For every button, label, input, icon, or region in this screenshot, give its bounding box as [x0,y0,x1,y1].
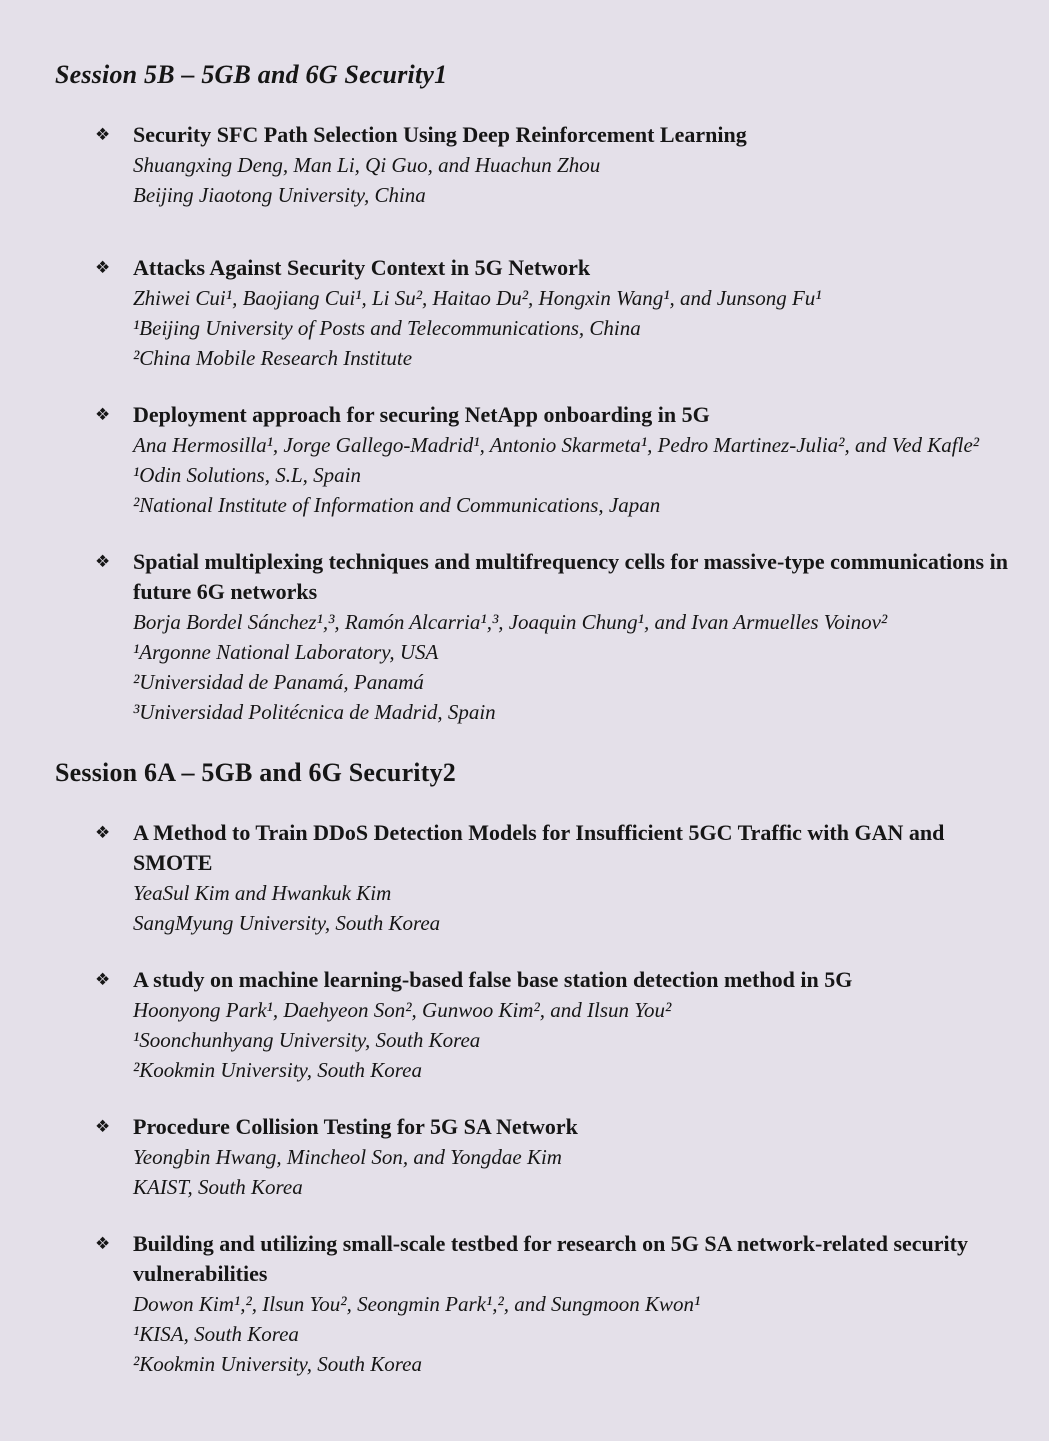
paper-affiliation: ¹Soonchunhyang University, South Korea [133,1028,481,1052]
paper-body [133,818,1025,938]
diamond-bullet-icon: ❖ [95,970,111,990]
paper-authors: Dowon Kim¹,², Ilsun You², Seongmin Park¹,², and Sungmoon Kwon¹ [133,1292,701,1316]
paper-affiliation: SangMyung University, South Korea [133,911,441,935]
session-block [55,58,1025,727]
paper-authors: YeaSul Kim and Hwankuk Kim [133,881,392,905]
paper-affiliation: ¹KISA, South Korea [133,1322,299,1346]
paper-affiliation: ¹Beijing University of Posts and Telecommunications, China [133,316,641,340]
paper-body [133,120,747,210]
diamond-bullet-icon: ❖ [95,1117,111,1137]
diamond-bullet-icon: ❖ [95,1234,111,1254]
paper-body [133,965,852,1085]
paper-title: Deployment approach for securing NetApp onboarding in 5G [133,402,710,427]
diamond-bullet-icon: ❖ [95,552,111,572]
diamond-bullet-icon: ❖ [95,823,111,843]
paper-authors: Ana Hermosilla¹, Jorge Gallego-Madrid¹, Antonio Skarmeta¹, Pedro Martinez-Julia², and Ved Kafle² [133,433,980,457]
paper-item [95,1112,1025,1202]
paper-affiliation: ²China Mobile Research Institute [133,346,413,370]
paper-affiliation: ²Kookmin University, South Korea [133,1058,422,1082]
paper-authors: Yeongbin Hwang, Mincheol Son, and Yongdae Kim [133,1145,562,1169]
paper-authors: Shuangxing Deng, Man Li, Qi Guo, and Huachun Zhou [133,153,601,177]
paper-item [95,547,1025,727]
paper-item [95,1229,1025,1379]
paper-title: Procedure Collision Testing for 5G SA Network [133,1114,578,1139]
paper-authors: Borja Bordel Sánchez¹,³, Ramón Alcarria¹,³, Joaquin Chung¹, and Ivan Armuelles Voinov² [133,610,888,634]
paper-title: Spatial multiplexing techniques and multifrequency cells for massive-type communications in future 6G networks [133,549,1008,604]
paper-affiliation: ²National Institute of Information and Communications, Japan [133,493,661,517]
paper-item [95,253,1025,373]
diamond-bullet-icon: ❖ [95,405,111,425]
paper-authors: Hoonyong Park¹, Daehyeon Son², Gunwoo Kim², and Ilsun You² [133,998,672,1022]
paper-item [95,120,1025,210]
paper-authors: Zhiwei Cui¹, Baojiang Cui¹, Li Su², Haitao Du², Hongxin Wang¹, and Junsong Fu¹ [133,286,822,310]
paper-affiliation: ²Universidad de Panamá, Panamá [133,670,424,694]
paper-title: A Method to Train DDoS Detection Models for Insufficient 5GC Traffic with GAN and SMOTE [133,820,945,875]
paper-body [133,547,1025,727]
paper-title: Security SFC Path Selection Using Deep Reinforcement Learning [133,122,747,147]
conference-program-page [55,58,1025,1379]
paper-body [133,1112,578,1202]
paper-affiliation: ³Universidad Politécnica de Madrid, Spain [133,700,496,724]
diamond-bullet-icon: ❖ [95,258,111,278]
paper-list [55,120,1025,727]
paper-affiliation: ¹Argonne National Laboratory, USA [133,640,439,664]
paper-item [95,965,1025,1085]
paper-title: A study on machine learning-based false base station detection method in 5G [133,967,853,992]
paper-affiliation: ¹Odin Solutions, S.L, Spain [133,463,361,487]
session-title: Session 5B – 5GB and 6G Security1 [55,60,448,89]
paper-affiliation: ²Kookmin University, South Korea [133,1352,422,1376]
paper-item [95,400,1025,520]
paper-affiliation: Beijing Jiaotong University, China [133,183,426,207]
diamond-bullet-icon: ❖ [95,125,111,145]
session-title: Session 6A – 5GB and 6G Security2 [55,758,456,787]
paper-body [133,253,822,373]
paper-title: Building and utilizing small-scale testbed for research on 5G SA network-related security vulnerabilities [133,1231,968,1286]
paper-affiliation: KAIST, South Korea [133,1175,303,1199]
paper-title: Attacks Against Security Context in 5G Network [133,255,591,280]
session-block [55,727,1025,1379]
paper-item [95,818,1025,938]
paper-list [55,818,1025,1379]
paper-body [133,400,979,520]
paper-body [133,1229,1025,1379]
